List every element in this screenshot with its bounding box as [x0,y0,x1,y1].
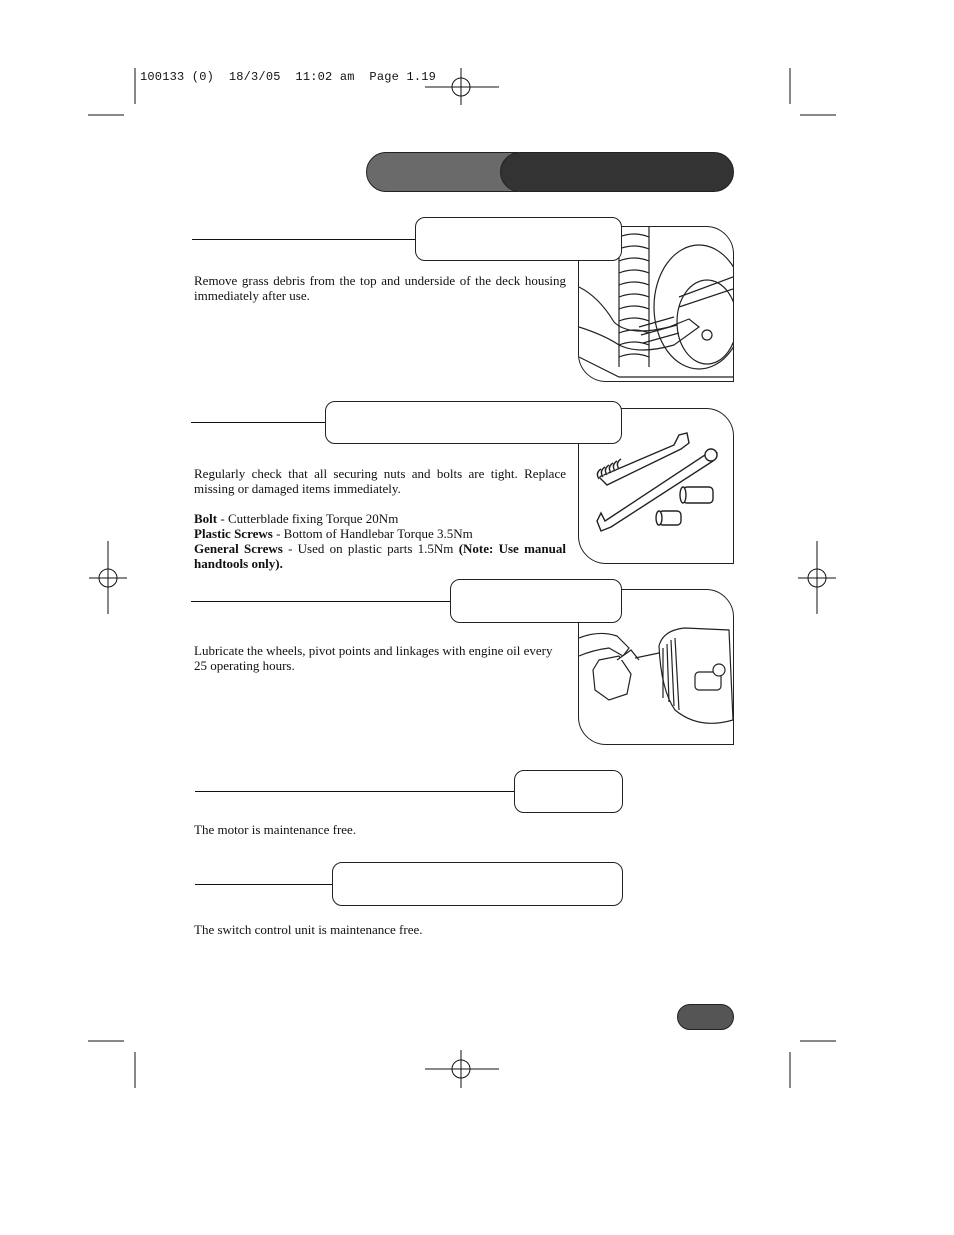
page-number-tab [677,1004,734,1030]
section4-text: The motor is maintenance free. [194,822,357,837]
section1-rule [192,239,417,240]
section1-label [415,217,622,261]
section2-rule [191,422,327,423]
section4-rule [195,791,517,792]
section3-label [450,579,622,623]
section2-text: Regularly check that all securing nuts and bolts are tight. Replace missing or damaged items immediately. [194,466,566,496]
spec-plastic-screws: Plastic Screws - Bottom of Handlebar Torque 3.5Nm [194,526,473,541]
section1-text: Remove grass debris from the top and underside of the deck housing immediately after use. [194,273,566,303]
section5-text: The switch control unit is maintenance free. [194,922,423,937]
section5-label [332,862,623,906]
section4-label [514,770,623,813]
spec-general-screws: General Screws - Used on plastic parts 1.5Nm (Note: Use manual handtools only). [194,541,566,571]
header-tab-dark [500,152,734,192]
section2-label [325,401,622,444]
print-slug: 100133 (0) 18/3/05 11:02 am Page 1.19 [140,70,437,84]
spec-bolt: Bolt - Cutterblade fixing Torque 20Nm [194,511,399,526]
section3-text: Lubricate the wheels, pivot points and linkages with engine oil every 25 operating hours. [194,643,553,673]
section3-rule [191,601,453,602]
section5-rule [195,884,335,885]
header-tab-light [366,152,518,192]
section2-specs [194,511,566,571]
